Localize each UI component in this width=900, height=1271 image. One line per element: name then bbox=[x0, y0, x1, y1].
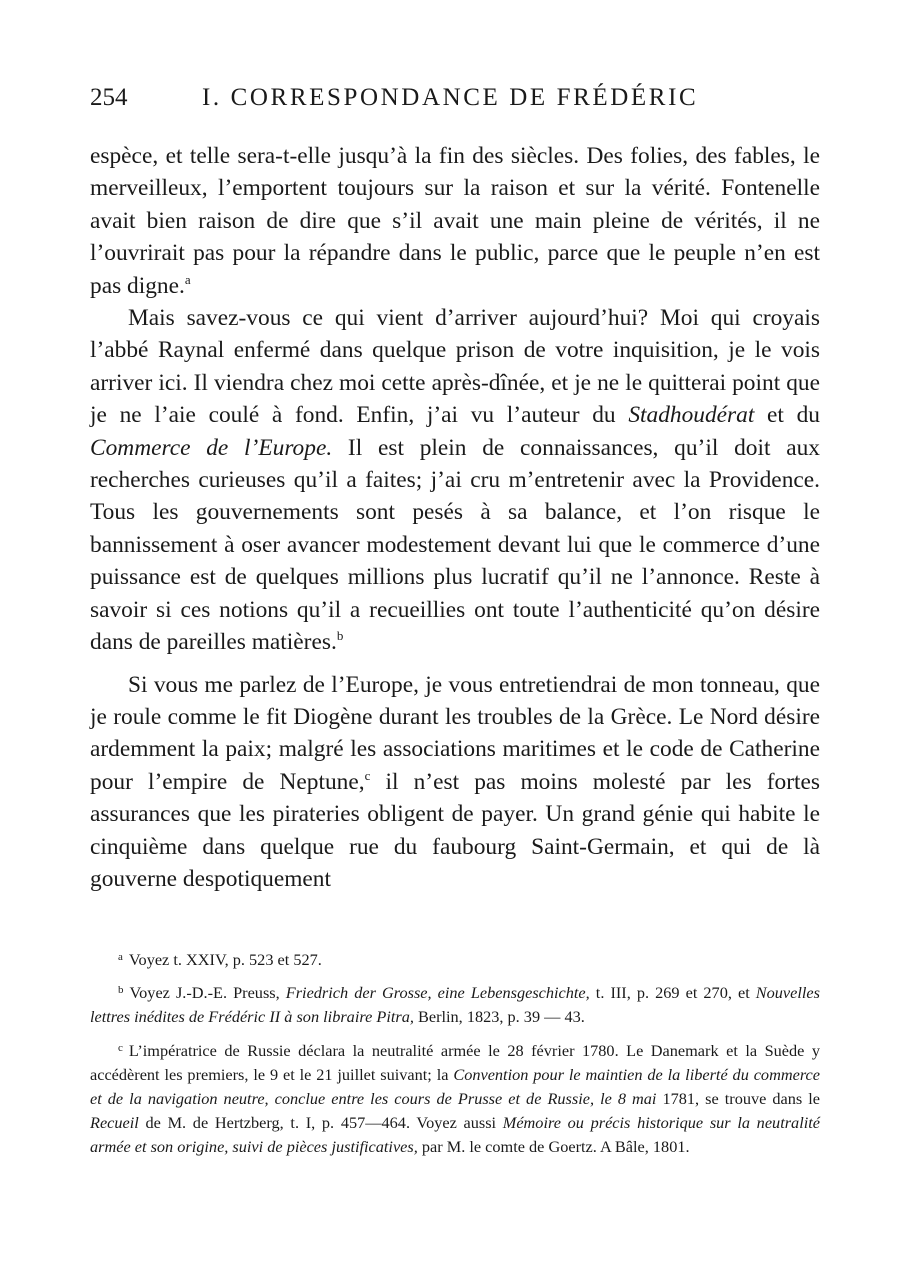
footnote-ref-a: a bbox=[184, 271, 191, 287]
paragraph-1 bbox=[90, 140, 820, 302]
footnote-b-text-3: Berlin, 1823, p. 39 — 43. bbox=[413, 1007, 585, 1027]
running-header bbox=[90, 84, 820, 124]
footnote-mark-c: c bbox=[118, 1041, 123, 1054]
footnote-b-text-1: Voyez J.-D.-E. Preuss, bbox=[129, 983, 286, 1003]
footnote-ref-b: b bbox=[336, 628, 344, 644]
footnote-ref-c: c bbox=[364, 767, 371, 783]
footnote-b-title-2: Nouvelles lettres inédites de Frédéric II à son libraire Pitra, bbox=[90, 983, 820, 1027]
footnote-c-text-1: L’impératrice de Russie déclara la neutralité armée le 28 février 1780. Le Danemark et la Suède y accédèrent les premiers, le 9 et le 21 juillet suivant; la bbox=[90, 1040, 820, 1084]
paragraph-2 bbox=[90, 302, 820, 658]
footnote-c bbox=[90, 1036, 820, 1160]
footnote-a bbox=[90, 945, 820, 972]
footnote-mark-b: b bbox=[118, 984, 124, 997]
paragraph-1-text: espèce, et telle sera-t-elle jusqu’à la fin des siècles. Des folies, des fables, le merveilleux, l’emportent toujours sur la raison et sur la vérité. Fontenelle avait bien raison de dire que s’il avait une main pleine de vérités, il ne l’ouvrirait pas pour la répandre dans le public, parce que le peuple n’en est pas digne. bbox=[90, 143, 820, 299]
paragraph-3 bbox=[90, 669, 820, 896]
footnote-c-text-3: de M. de Hertzberg, t. I, p. 457—464. Voyez aussi bbox=[138, 1113, 503, 1133]
footnote-b-title-1: Friedrich der Grosse, eine Lebensgeschichte, bbox=[285, 983, 590, 1003]
book-title-stadhouderat: Stadhoudérat bbox=[628, 402, 755, 429]
footnote-c-title-1: Convention pour le maintien de la liberté du commerce et de la navigation neutre, conclue entre les cours de Prusse et de Russie, le 8 mai bbox=[90, 1064, 821, 1109]
footnote-a-text: Voyez t. XXIV, p. 523 et 527. bbox=[128, 950, 322, 969]
footnote-b-text-2: t. III, p. 269 et 270, et bbox=[589, 983, 756, 1003]
footnote-b bbox=[90, 978, 820, 1029]
footnote-c-title-2: Recueil bbox=[90, 1113, 139, 1133]
book-title-commerce: Commerce de l’Europe. bbox=[90, 434, 333, 461]
paragraph-2-text-a: Mais savez-vous ce qui vient d’arriver aujourd’hui? Moi qui croyais l’abbé Raynal enfermé dans quelque prison de votre inquisition, je le vois arriver ici. Il viendra chez moi cette après-dînée, et je ne le quitterai point que je ne l’aie coulé à fond. Enfin, j’ai vu l’auteur du bbox=[90, 305, 820, 429]
footnote-c-text-2: 1781, se trouve dans le bbox=[656, 1089, 821, 1109]
paragraph-2-text-c: Il est plein de connaissances, qu’il doit aux recherches curieuses qu’il a faites; j’ai cru m’entretenir avec la Providence. Tous les gouvernements sont pesés à sa balance, et l’on risque le bannissement à oser avancer modestement devant lui que le commerce d’une puissance est de quelques millions plus lucratif qu’il ne l’annonce. Reste à savoir si ces notions qu’il a recueillies ont toute l’authenticité qu’on désire dans de pareilles matières. bbox=[90, 434, 820, 656]
footnote-c-text-4: par M. le comte de Goertz. A Bâle, 1801. bbox=[417, 1137, 690, 1157]
page-number: 254 bbox=[90, 84, 128, 111]
paragraph-3-text-a: Si vous me parlez de l’Europe, je vous entretiendrai de mon tonneau, que je roule comme le fit Diogène durant les troubles de la Grèce. Le Nord désire ardemment la paix; malgré les associations maritimes et le code de Catherine pour l’empire de Neptune, bbox=[90, 671, 820, 795]
footnote-mark-a: a bbox=[118, 951, 123, 963]
paragraph-2-text-b: et du bbox=[754, 402, 821, 429]
footnotes bbox=[90, 945, 820, 1160]
footnote-c-title-3: Mémoire ou précis historique sur la neutralité armée et son origine, suivi de pièces justificatives, bbox=[90, 1113, 820, 1157]
running-head-title: I. CORRESPONDANCE DE FRÉDÉRIC bbox=[202, 84, 699, 111]
main-text bbox=[90, 140, 820, 895]
paragraph-3-text-b: il n’est pas moins molesté par les fortes assurances que les pirateries obligent de payer. Un grand génie qui habite le cinquième dans quelque rue du faubourg Saint-Germain, et qui de là gouverne despotiquement bbox=[90, 768, 820, 892]
